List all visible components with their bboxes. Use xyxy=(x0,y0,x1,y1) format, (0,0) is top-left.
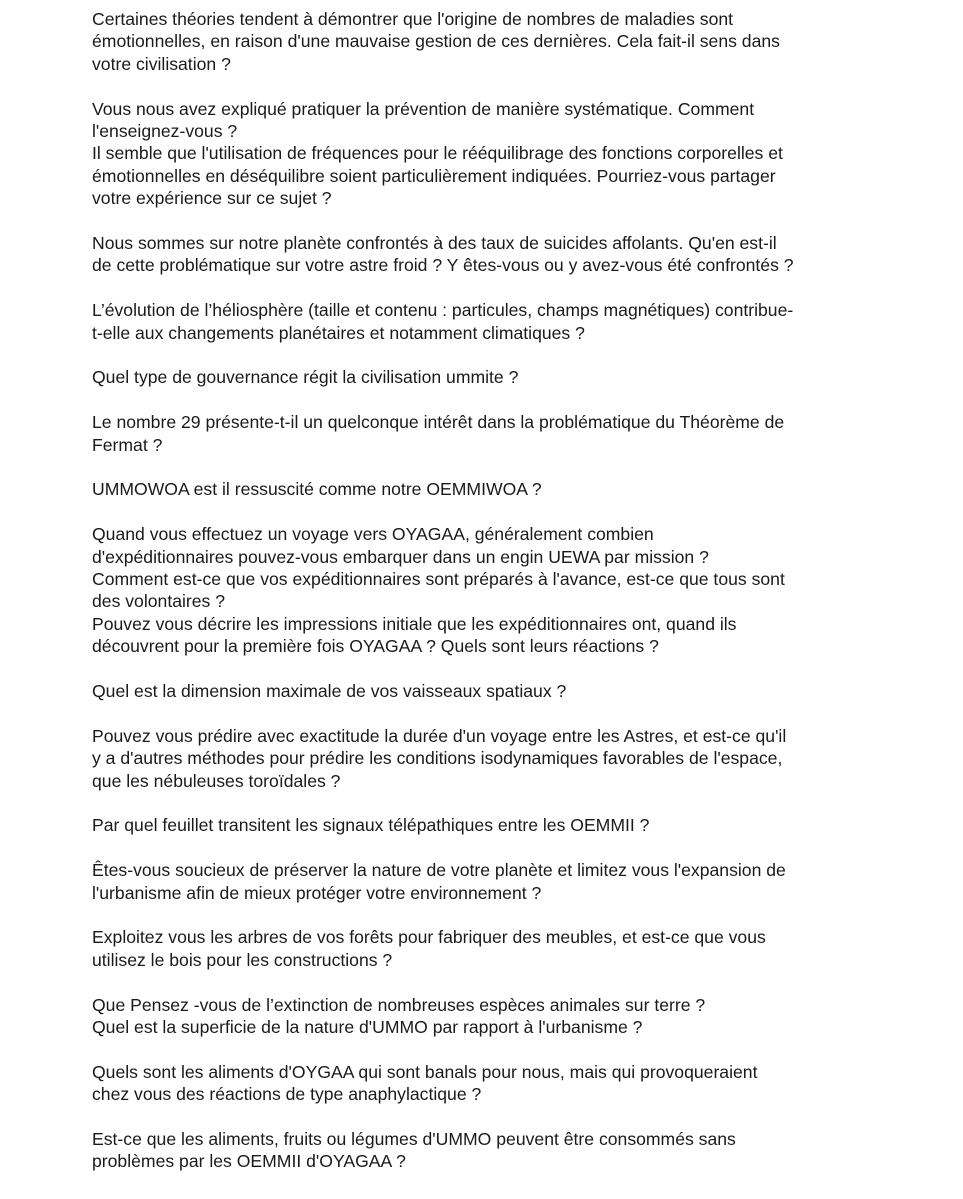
paragraph-5 xyxy=(92,366,952,388)
text-line: d'expéditionnaires pouvez-vous embarquer dans un engin UEWA par mission ? xyxy=(92,546,709,567)
text-line: émotionnelles en déséquilibre soient particulièrement indiquées. Pourriez-vous partager xyxy=(92,165,776,186)
text-line: Fermat ? xyxy=(92,434,163,455)
text-line: Il semble que l'utilisation de fréquences pour le rééquilibrage des fonctions corporelles et xyxy=(92,143,783,164)
text-line: L’évolution de l’héliosphère (taille et contenu : particules, champs magnétiques) contribue- xyxy=(92,300,794,321)
text-line: Pouvez vous décrire les impressions initiale que les expéditionnaires ont, quand ils xyxy=(92,613,737,634)
text-line: UMMOWOA est il ressuscité comme notre OEMMIWOA ? xyxy=(92,479,542,500)
paragraph-4 xyxy=(92,299,952,344)
paragraph-6 xyxy=(92,411,952,456)
paragraph-3 xyxy=(92,232,952,277)
text-line: Quel est la superficie de la nature d'UMMO par rapport à l'urbanisme ? xyxy=(92,1017,643,1038)
paragraph-9 xyxy=(92,680,952,702)
text-line: votre civilisation ? xyxy=(92,53,231,74)
text-line: Est-ce que les aliments, fruits ou légumes d'UMMO peuvent être consommés sans xyxy=(92,1129,736,1150)
paragraph-1 xyxy=(92,8,952,75)
document-page xyxy=(92,8,952,1195)
text-line: Pouvez vous prédire avec exactitude la durée d'un voyage entre les Astres, et est-ce qu'il xyxy=(92,725,787,746)
text-line: Le nombre 29 présente-t-il un quelconque intérêt dans la problématique du Théorème de xyxy=(92,412,785,433)
paragraph-15 xyxy=(92,1061,952,1106)
text-line: découvrent pour la première fois OYAGAA ? Quels sont leurs réactions ? xyxy=(92,636,659,657)
paragraph-13 xyxy=(92,926,952,971)
paragraph-8 xyxy=(92,523,952,657)
text-line: utilisez le bois pour les constructions ? xyxy=(92,949,393,970)
text-line: l'urbanisme afin de mieux protéger votre environnement ? xyxy=(92,882,542,903)
paragraph-12 xyxy=(92,859,952,904)
text-line: Quel est la dimension maximale de vos vaisseaux spatiaux ? xyxy=(92,681,567,702)
text-line: Êtes-vous soucieux de préserver la nature de votre planète et limitez vous l'expansion de xyxy=(92,860,786,881)
text-line: y a d'autres méthodes pour prédire les conditions isodynamiques favorables de l'espace, xyxy=(92,748,783,769)
text-line: chez vous des réactions de type anaphylactique ? xyxy=(92,1084,482,1105)
text-line: Comment est-ce que vos expéditionnaires sont préparés à l'avance, est-ce que tous sont xyxy=(92,569,785,590)
paragraph-16 xyxy=(92,1128,952,1173)
text-line: Que Pensez -vous de l’extinction de nombreuses espèces animales sur terre ? xyxy=(92,994,706,1015)
text-line: problèmes par les OEMMII d'OYAGAA ? xyxy=(92,1151,406,1172)
paragraph-11 xyxy=(92,814,952,836)
text-line: émotionnelles, en raison d'une mauvaise gestion de ces dernières. Cela fait-il sens dans xyxy=(92,31,780,52)
text-line: des volontaires ? xyxy=(92,591,226,612)
text-line: Vous nous avez expliqué pratiquer la prévention de manière systématique. Comment xyxy=(92,98,755,119)
text-line: de cette problématique sur votre astre froid ? Y êtes-vous ou y avez-vous été confrontés ? xyxy=(92,255,794,276)
text-line: Par quel feuillet transitent les signaux télépathiques entre les OEMMII ? xyxy=(92,815,650,836)
text-line: Certaines théories tendent à démontrer que l'origine de nombres de maladies sont xyxy=(92,9,734,29)
text-line: t-elle aux changements planétaires et notamment climatiques ? xyxy=(92,322,585,343)
text-line: Quel type de gouvernance régit la civilisation ummite ? xyxy=(92,367,519,388)
text-line: Quels sont les aliments d'OYGAA qui sont banals pour nous, mais qui provoqueraient xyxy=(92,1061,758,1082)
text-line: Exploitez vous les arbres de vos forêts pour fabriquer des meubles, et est-ce que vous xyxy=(92,927,766,948)
paragraph-2 xyxy=(92,98,952,210)
paragraph-10 xyxy=(92,725,952,792)
text-line: que les nébuleuses toroïdales ? xyxy=(92,770,341,791)
text-line: Nous sommes sur notre planète confrontés à des taux de suicides affolants. Qu'en est-il xyxy=(92,233,777,254)
paragraph-7 xyxy=(92,478,952,500)
text-line: Quand vous effectuez un voyage vers OYAGAA, généralement combien xyxy=(92,524,654,545)
paragraph-14 xyxy=(92,994,952,1039)
text-line: votre expérience sur ce sujet ? xyxy=(92,188,332,209)
text-line: l'enseignez-vous ? xyxy=(92,121,238,142)
